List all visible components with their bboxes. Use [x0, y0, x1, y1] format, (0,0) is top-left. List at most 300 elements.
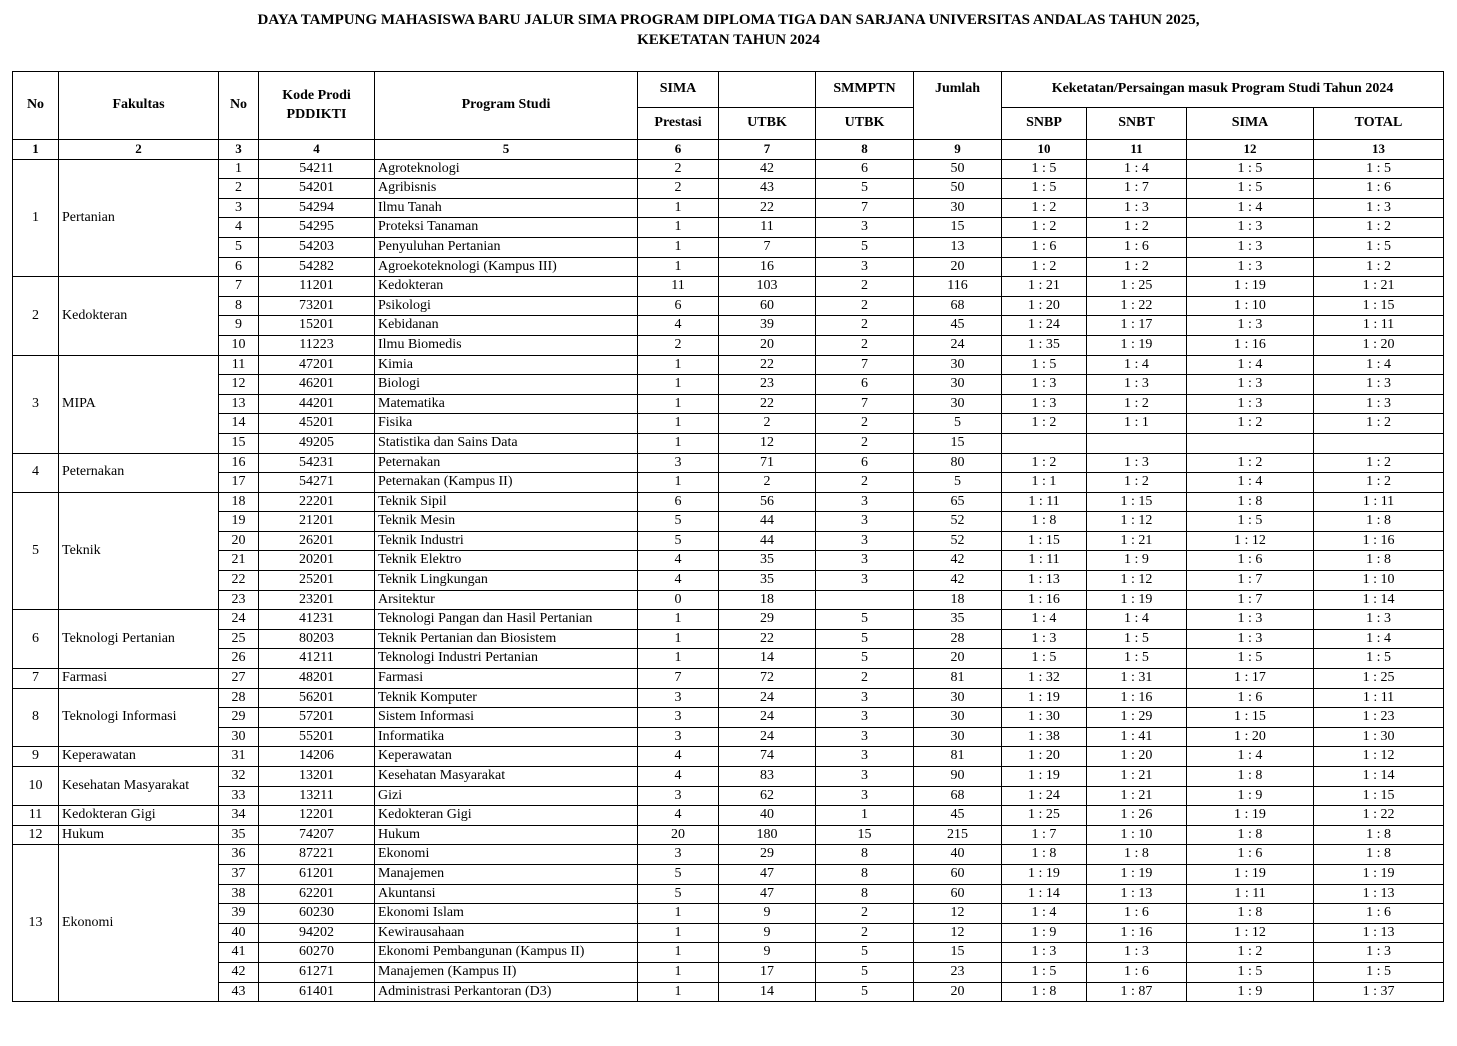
- program-studi-cell: Proteksi Tanaman: [375, 218, 638, 238]
- sima-ratio-cell: 1 : 16: [1187, 335, 1314, 355]
- program-studi-cell: Peternakan (Kampus II): [375, 473, 638, 493]
- sima-utbk-cell: 12: [719, 433, 816, 453]
- sima-prestasi-cell: 5: [638, 531, 719, 551]
- program-studi-cell: Gizi: [375, 786, 638, 806]
- sima-prestasi-cell: 1: [638, 433, 719, 453]
- sima-ratio-cell: 1 : 15: [1187, 708, 1314, 728]
- snbp-ratio-cell: 1 : 19: [1002, 767, 1087, 787]
- sima-prestasi-cell: 2: [638, 179, 719, 199]
- title-line-1: DAYA TAMPUNG MAHASISWA BARU JALUR SIMA PROGRAM DIPLOMA TIGA DAN SARJANA UNIVERSITAS ANDALAS TAHUN 2025,: [257, 12, 1200, 28]
- kode-prodi-cell: 54201: [259, 179, 375, 199]
- faculty-name-cell: Teknologi Pertanian: [59, 610, 219, 669]
- table-row: [13, 962, 1444, 982]
- prodi-number-cell: 15: [219, 433, 259, 453]
- sima-utbk-cell: 24: [719, 708, 816, 728]
- header-sima: SIMA: [638, 72, 719, 108]
- faculty-number-cell: 7: [13, 669, 59, 689]
- snbt-ratio-cell: 1 : 12: [1087, 571, 1187, 591]
- sima-ratio-cell: 1 : 19: [1187, 806, 1314, 826]
- program-studi-cell: Manajemen: [375, 864, 638, 884]
- snbp-ratio-cell: 1 : 20: [1002, 296, 1087, 316]
- program-studi-cell: Teknik Komputer: [375, 688, 638, 708]
- snbp-ratio-cell: 1 : 2: [1002, 453, 1087, 473]
- total-ratio-cell: 1 : 13: [1314, 884, 1444, 904]
- total-ratio-cell: 1 : 2: [1314, 414, 1444, 434]
- total-ratio-cell: 1 : 5: [1314, 237, 1444, 257]
- total-ratio-cell: 1 : 30: [1314, 727, 1444, 747]
- sima-prestasi-cell: 1: [638, 218, 719, 238]
- kode-prodi-cell: 73201: [259, 296, 375, 316]
- prodi-number-cell: 32: [219, 767, 259, 787]
- sima-prestasi-cell: 2: [638, 159, 719, 179]
- sima-ratio-cell: 1 : 6: [1187, 845, 1314, 865]
- document-title: [0, 10, 1457, 50]
- smmptn-utbk-cell: 3: [816, 727, 914, 747]
- jumlah-cell: 52: [914, 531, 1002, 551]
- sima-ratio-cell: 1 : 5: [1187, 512, 1314, 532]
- faculty-name-cell: Peternakan: [59, 453, 219, 492]
- sima-ratio-cell: [1187, 433, 1314, 453]
- prodi-number-cell: 30: [219, 727, 259, 747]
- smmptn-utbk-cell: 2: [816, 277, 914, 297]
- total-ratio-cell: 1 : 12: [1314, 747, 1444, 767]
- snbt-ratio-cell: 1 : 1: [1087, 414, 1187, 434]
- snbt-ratio-cell: 1 : 21: [1087, 767, 1187, 787]
- snbt-ratio-cell: 1 : 6: [1087, 904, 1187, 924]
- prodi-number-cell: 35: [219, 825, 259, 845]
- table-row: [13, 355, 1444, 375]
- prodi-number-cell: 4: [219, 218, 259, 238]
- program-studi-cell: Teknik Pertanian dan Biosistem: [375, 629, 638, 649]
- program-studi-cell: Teknik Elektro: [375, 551, 638, 571]
- kode-prodi-cell: 25201: [259, 571, 375, 591]
- table-row: [13, 394, 1444, 414]
- sima-utbk-cell: 44: [719, 531, 816, 551]
- smmptn-utbk-cell: 2: [816, 296, 914, 316]
- header-snbp: SNBP: [1002, 108, 1087, 140]
- jumlah-cell: 23: [914, 962, 1002, 982]
- column-number: 11: [1087, 140, 1187, 160]
- table-row: [13, 453, 1444, 473]
- kode-prodi-cell: 61201: [259, 864, 375, 884]
- table-row: [13, 610, 1444, 630]
- sima-utbk-cell: 29: [719, 610, 816, 630]
- jumlah-cell: 68: [914, 786, 1002, 806]
- snbp-ratio-cell: 1 : 7: [1002, 825, 1087, 845]
- table-row: [13, 767, 1444, 787]
- total-ratio-cell: 1 : 21: [1314, 277, 1444, 297]
- total-ratio-cell: 1 : 10: [1314, 571, 1444, 591]
- column-number: 13: [1314, 140, 1444, 160]
- kode-prodi-cell: 61271: [259, 962, 375, 982]
- snbp-ratio-cell: 1 : 11: [1002, 492, 1087, 512]
- total-ratio-cell: 1 : 15: [1314, 296, 1444, 316]
- kode-prodi-cell: 54282: [259, 257, 375, 277]
- sima-prestasi-cell: 1: [638, 649, 719, 669]
- jumlah-cell: 35: [914, 610, 1002, 630]
- smmptn-utbk-cell: 5: [816, 982, 914, 1002]
- smmptn-utbk-cell: 3: [816, 688, 914, 708]
- program-studi-cell: Fisika: [375, 414, 638, 434]
- sima-prestasi-cell: 6: [638, 296, 719, 316]
- snbp-ratio-cell: 1 : 4: [1002, 904, 1087, 924]
- smmptn-utbk-cell: 3: [816, 571, 914, 591]
- sima-utbk-cell: 83: [719, 767, 816, 787]
- column-number: 1: [13, 140, 59, 160]
- snbt-ratio-cell: 1 : 21: [1087, 531, 1187, 551]
- table-row: [13, 904, 1444, 924]
- smmptn-utbk-cell: 2: [816, 904, 914, 924]
- snbp-ratio-cell: 1 : 20: [1002, 747, 1087, 767]
- snbt-ratio-cell: 1 : 19: [1087, 590, 1187, 610]
- faculty-number-cell: 6: [13, 610, 59, 669]
- kode-prodi-cell: 54211: [259, 159, 375, 179]
- program-studi-cell: Agroekoteknologi (Kampus III): [375, 257, 638, 277]
- sima-utbk-cell: 43: [719, 179, 816, 199]
- prodi-number-cell: 5: [219, 237, 259, 257]
- column-number: 12: [1187, 140, 1314, 160]
- faculty-name-cell: Kesehatan Masyarakat: [59, 767, 219, 806]
- table-header: [13, 72, 1444, 160]
- sima-utbk-cell: 103: [719, 277, 816, 297]
- faculty-number-cell: 8: [13, 688, 59, 747]
- prodi-number-cell: 16: [219, 453, 259, 473]
- program-studi-cell: Farmasi: [375, 669, 638, 689]
- sima-utbk-cell: 44: [719, 512, 816, 532]
- header-kode-line-1: Kode Prodi: [282, 87, 351, 103]
- kode-prodi-cell: 44201: [259, 394, 375, 414]
- table-row: [13, 531, 1444, 551]
- smmptn-utbk-cell: 6: [816, 159, 914, 179]
- sima-utbk-cell: 23: [719, 375, 816, 395]
- smmptn-utbk-cell: 2: [816, 433, 914, 453]
- program-studi-cell: Teknik Lingkungan: [375, 571, 638, 591]
- sima-utbk-cell: 42: [719, 159, 816, 179]
- total-ratio-cell: 1 : 13: [1314, 923, 1444, 943]
- program-studi-cell: Manajemen (Kampus II): [375, 962, 638, 982]
- header-utbk-smmptn: UTBK: [816, 108, 914, 140]
- smmptn-utbk-cell: 8: [816, 864, 914, 884]
- table-row: [13, 433, 1444, 453]
- snbt-ratio-cell: 1 : 16: [1087, 688, 1187, 708]
- sima-utbk-cell: 2: [719, 414, 816, 434]
- snbt-ratio-cell: 1 : 3: [1087, 198, 1187, 218]
- jumlah-cell: 52: [914, 512, 1002, 532]
- total-ratio-cell: 1 : 11: [1314, 316, 1444, 336]
- kode-prodi-cell: 48201: [259, 669, 375, 689]
- sima-utbk-cell: 22: [719, 355, 816, 375]
- smmptn-utbk-cell: 2: [816, 316, 914, 336]
- kode-prodi-cell: 54295: [259, 218, 375, 238]
- snbt-ratio-cell: 1 : 3: [1087, 943, 1187, 963]
- faculty-number-cell: 3: [13, 355, 59, 453]
- sima-ratio-cell: 1 : 12: [1187, 531, 1314, 551]
- sima-utbk-cell: 62: [719, 786, 816, 806]
- program-studi-cell: Hukum: [375, 825, 638, 845]
- faculty-name-cell: Teknologi Informasi: [59, 688, 219, 747]
- jumlah-cell: 18: [914, 590, 1002, 610]
- sima-utbk-cell: 72: [719, 669, 816, 689]
- smmptn-utbk-cell: 2: [816, 473, 914, 493]
- table-row: [13, 159, 1444, 179]
- program-studi-cell: Ekonomi Pembangunan (Kampus II): [375, 943, 638, 963]
- total-ratio-cell: 1 : 8: [1314, 845, 1444, 865]
- sima-prestasi-cell: 3: [638, 688, 719, 708]
- jumlah-cell: 68: [914, 296, 1002, 316]
- program-studi-cell: Keperawatan: [375, 747, 638, 767]
- total-ratio-cell: 1 : 3: [1314, 610, 1444, 630]
- total-ratio-cell: 1 : 6: [1314, 904, 1444, 924]
- program-studi-cell: Teknik Sipil: [375, 492, 638, 512]
- capacity-table: [12, 71, 1444, 1002]
- total-ratio-cell: 1 : 2: [1314, 473, 1444, 493]
- faculty-name-cell: Hukum: [59, 825, 219, 845]
- smmptn-utbk-cell: 7: [816, 355, 914, 375]
- column-number: 9: [914, 140, 1002, 160]
- sima-ratio-cell: 1 : 19: [1187, 277, 1314, 297]
- smmptn-utbk-cell: 1: [816, 806, 914, 826]
- prodi-number-cell: 8: [219, 296, 259, 316]
- program-studi-cell: Administrasi Perkantoran (D3): [375, 982, 638, 1002]
- jumlah-cell: 13: [914, 237, 1002, 257]
- snbt-ratio-cell: 1 : 19: [1087, 335, 1187, 355]
- total-ratio-cell: 1 : 11: [1314, 492, 1444, 512]
- kode-prodi-cell: 60270: [259, 943, 375, 963]
- snbp-ratio-cell: 1 : 5: [1002, 649, 1087, 669]
- jumlah-cell: 42: [914, 551, 1002, 571]
- prodi-number-cell: 13: [219, 394, 259, 414]
- table-row: [13, 277, 1444, 297]
- snbp-ratio-cell: 1 : 14: [1002, 884, 1087, 904]
- total-ratio-cell: 1 : 6: [1314, 179, 1444, 199]
- total-ratio-cell: 1 : 2: [1314, 453, 1444, 473]
- jumlah-cell: 30: [914, 394, 1002, 414]
- snbt-ratio-cell: 1 : 9: [1087, 551, 1187, 571]
- sima-prestasi-cell: 5: [638, 864, 719, 884]
- header-program-studi: Program Studi: [375, 72, 638, 140]
- sima-ratio-cell: 1 : 8: [1187, 825, 1314, 845]
- sima-ratio-cell: 1 : 4: [1187, 198, 1314, 218]
- column-number: 8: [816, 140, 914, 160]
- kode-prodi-cell: 15201: [259, 316, 375, 336]
- smmptn-utbk-cell: 6: [816, 453, 914, 473]
- faculty-number-cell: 1: [13, 159, 59, 277]
- sima-utbk-cell: 60: [719, 296, 816, 316]
- snbt-ratio-cell: 1 : 29: [1087, 708, 1187, 728]
- total-ratio-cell: 1 : 2: [1314, 257, 1444, 277]
- program-studi-cell: Matematika: [375, 394, 638, 414]
- smmptn-utbk-cell: 2: [816, 414, 914, 434]
- table-row: [13, 492, 1444, 512]
- snbp-ratio-cell: 1 : 15: [1002, 531, 1087, 551]
- table-row: [13, 845, 1444, 865]
- snbt-ratio-cell: 1 : 5: [1087, 629, 1187, 649]
- table-row: [13, 179, 1444, 199]
- snbt-ratio-cell: 1 : 10: [1087, 825, 1187, 845]
- jumlah-cell: 12: [914, 904, 1002, 924]
- smmptn-utbk-cell: 3: [816, 531, 914, 551]
- header-prestasi: Prestasi: [638, 108, 719, 140]
- faculty-name-cell: Ekonomi: [59, 845, 219, 1002]
- jumlah-cell: 80: [914, 453, 1002, 473]
- title-line-2: KEKETATAN TAHUN 2024: [637, 32, 820, 48]
- smmptn-utbk-cell: [816, 590, 914, 610]
- snbt-ratio-cell: 1 : 21: [1087, 786, 1187, 806]
- kode-prodi-cell: 94202: [259, 923, 375, 943]
- snbt-ratio-cell: 1 : 2: [1087, 394, 1187, 414]
- table-row: [13, 198, 1444, 218]
- smmptn-utbk-cell: 3: [816, 257, 914, 277]
- smmptn-utbk-cell: 3: [816, 767, 914, 787]
- jumlah-cell: 15: [914, 433, 1002, 453]
- sima-prestasi-cell: 2: [638, 335, 719, 355]
- snbp-ratio-cell: 1 : 35: [1002, 335, 1087, 355]
- smmptn-utbk-cell: 6: [816, 375, 914, 395]
- table-row: [13, 257, 1444, 277]
- kode-prodi-cell: 13211: [259, 786, 375, 806]
- sima-prestasi-cell: 20: [638, 825, 719, 845]
- prodi-number-cell: 14: [219, 414, 259, 434]
- sima-prestasi-cell: 1: [638, 982, 719, 1002]
- smmptn-utbk-cell: 5: [816, 179, 914, 199]
- snbt-ratio-cell: 1 : 20: [1087, 747, 1187, 767]
- prodi-number-cell: 11: [219, 355, 259, 375]
- sima-utbk-cell: 35: [719, 551, 816, 571]
- sima-ratio-cell: 1 : 12: [1187, 923, 1314, 943]
- snbp-ratio-cell: 1 : 9: [1002, 923, 1087, 943]
- program-studi-cell: Agroteknologi: [375, 159, 638, 179]
- sima-prestasi-cell: 1: [638, 394, 719, 414]
- faculty-number-cell: 10: [13, 767, 59, 806]
- sima-ratio-cell: 1 : 4: [1187, 747, 1314, 767]
- table-row: [13, 884, 1444, 904]
- faculty-number-cell: 13: [13, 845, 59, 1002]
- total-ratio-cell: 1 : 5: [1314, 159, 1444, 179]
- total-ratio-cell: 1 : 19: [1314, 864, 1444, 884]
- prodi-number-cell: 37: [219, 864, 259, 884]
- table-row: [13, 864, 1444, 884]
- snbp-ratio-cell: 1 : 3: [1002, 943, 1087, 963]
- snbt-ratio-cell: 1 : 19: [1087, 864, 1187, 884]
- snbt-ratio-cell: 1 : 7: [1087, 179, 1187, 199]
- table-row: [13, 747, 1444, 767]
- table-row: [13, 218, 1444, 238]
- sima-ratio-cell: 1 : 9: [1187, 786, 1314, 806]
- snbp-ratio-cell: 1 : 5: [1002, 355, 1087, 375]
- jumlah-cell: 50: [914, 179, 1002, 199]
- sima-utbk-cell: 14: [719, 982, 816, 1002]
- header-utbk-sima: UTBK: [719, 108, 816, 140]
- prodi-number-cell: 25: [219, 629, 259, 649]
- sima-prestasi-cell: 3: [638, 786, 719, 806]
- total-ratio-cell: 1 : 8: [1314, 512, 1444, 532]
- prodi-number-cell: 40: [219, 923, 259, 943]
- prodi-number-cell: 22: [219, 571, 259, 591]
- sima-prestasi-cell: 4: [638, 747, 719, 767]
- smmptn-utbk-cell: 8: [816, 884, 914, 904]
- sima-ratio-cell: 1 : 17: [1187, 669, 1314, 689]
- sima-ratio-cell: 1 : 19: [1187, 864, 1314, 884]
- sima-prestasi-cell: 6: [638, 492, 719, 512]
- snbt-ratio-cell: 1 : 31: [1087, 669, 1187, 689]
- program-studi-cell: Akuntansi: [375, 884, 638, 904]
- jumlah-cell: 20: [914, 649, 1002, 669]
- kode-prodi-cell: 20201: [259, 551, 375, 571]
- prodi-number-cell: 34: [219, 806, 259, 826]
- snbt-ratio-cell: 1 : 15: [1087, 492, 1187, 512]
- sima-ratio-cell: 1 : 2: [1187, 453, 1314, 473]
- table-row: [13, 629, 1444, 649]
- jumlah-cell: 65: [914, 492, 1002, 512]
- faculty-number-cell: 5: [13, 492, 59, 610]
- jumlah-cell: 30: [914, 727, 1002, 747]
- snbp-ratio-cell: 1 : 8: [1002, 512, 1087, 532]
- snbp-ratio-cell: 1 : 6: [1002, 237, 1087, 257]
- jumlah-cell: 30: [914, 198, 1002, 218]
- prodi-number-cell: 39: [219, 904, 259, 924]
- snbt-ratio-cell: 1 : 4: [1087, 610, 1187, 630]
- sima-ratio-cell: 1 : 5: [1187, 159, 1314, 179]
- sima-prestasi-cell: 1: [638, 923, 719, 943]
- snbp-ratio-cell: 1 : 2: [1002, 198, 1087, 218]
- column-number: 10: [1002, 140, 1087, 160]
- jumlah-cell: 20: [914, 257, 1002, 277]
- sima-ratio-cell: 1 : 20: [1187, 727, 1314, 747]
- table-row: [13, 825, 1444, 845]
- faculty-number-cell: 12: [13, 825, 59, 845]
- faculty-name-cell: Teknik: [59, 492, 219, 610]
- snbp-ratio-cell: 1 : 5: [1002, 962, 1087, 982]
- prodi-number-cell: 29: [219, 708, 259, 728]
- sima-ratio-cell: 1 : 4: [1187, 473, 1314, 493]
- jumlah-cell: 15: [914, 218, 1002, 238]
- total-ratio-cell: 1 : 14: [1314, 590, 1444, 610]
- faculty-number-cell: 11: [13, 806, 59, 826]
- total-ratio-cell: 1 : 25: [1314, 669, 1444, 689]
- snbp-ratio-cell: 1 : 25: [1002, 806, 1087, 826]
- sima-utbk-cell: 22: [719, 198, 816, 218]
- kode-prodi-cell: 74207: [259, 825, 375, 845]
- snbt-ratio-cell: 1 : 2: [1087, 218, 1187, 238]
- sima-prestasi-cell: 1: [638, 237, 719, 257]
- snbt-ratio-cell: 1 : 4: [1087, 159, 1187, 179]
- table-container: [12, 71, 1443, 1002]
- total-ratio-cell: 1 : 20: [1314, 335, 1444, 355]
- prodi-number-cell: 3: [219, 198, 259, 218]
- jumlah-cell: 60: [914, 884, 1002, 904]
- header-smmptn: SMMPTN: [816, 72, 914, 108]
- total-ratio-cell: 1 : 23: [1314, 708, 1444, 728]
- sima-prestasi-cell: 3: [638, 845, 719, 865]
- kode-prodi-cell: 45201: [259, 414, 375, 434]
- sima-ratio-cell: 1 : 4: [1187, 355, 1314, 375]
- total-ratio-cell: 1 : 5: [1314, 649, 1444, 669]
- kode-prodi-cell: 12201: [259, 806, 375, 826]
- snbt-ratio-cell: 1 : 4: [1087, 355, 1187, 375]
- jumlah-cell: 81: [914, 669, 1002, 689]
- faculty-number-cell: 2: [13, 277, 59, 355]
- jumlah-cell: 215: [914, 825, 1002, 845]
- table-row: [13, 708, 1444, 728]
- sima-utbk-cell: 2: [719, 473, 816, 493]
- jumlah-cell: 28: [914, 629, 1002, 649]
- sima-prestasi-cell: 5: [638, 512, 719, 532]
- sima-utbk-cell: 9: [719, 904, 816, 924]
- sima-ratio-cell: 1 : 8: [1187, 904, 1314, 924]
- kode-prodi-cell: 60230: [259, 904, 375, 924]
- column-number: 6: [638, 140, 719, 160]
- snbt-ratio-cell: 1 : 41: [1087, 727, 1187, 747]
